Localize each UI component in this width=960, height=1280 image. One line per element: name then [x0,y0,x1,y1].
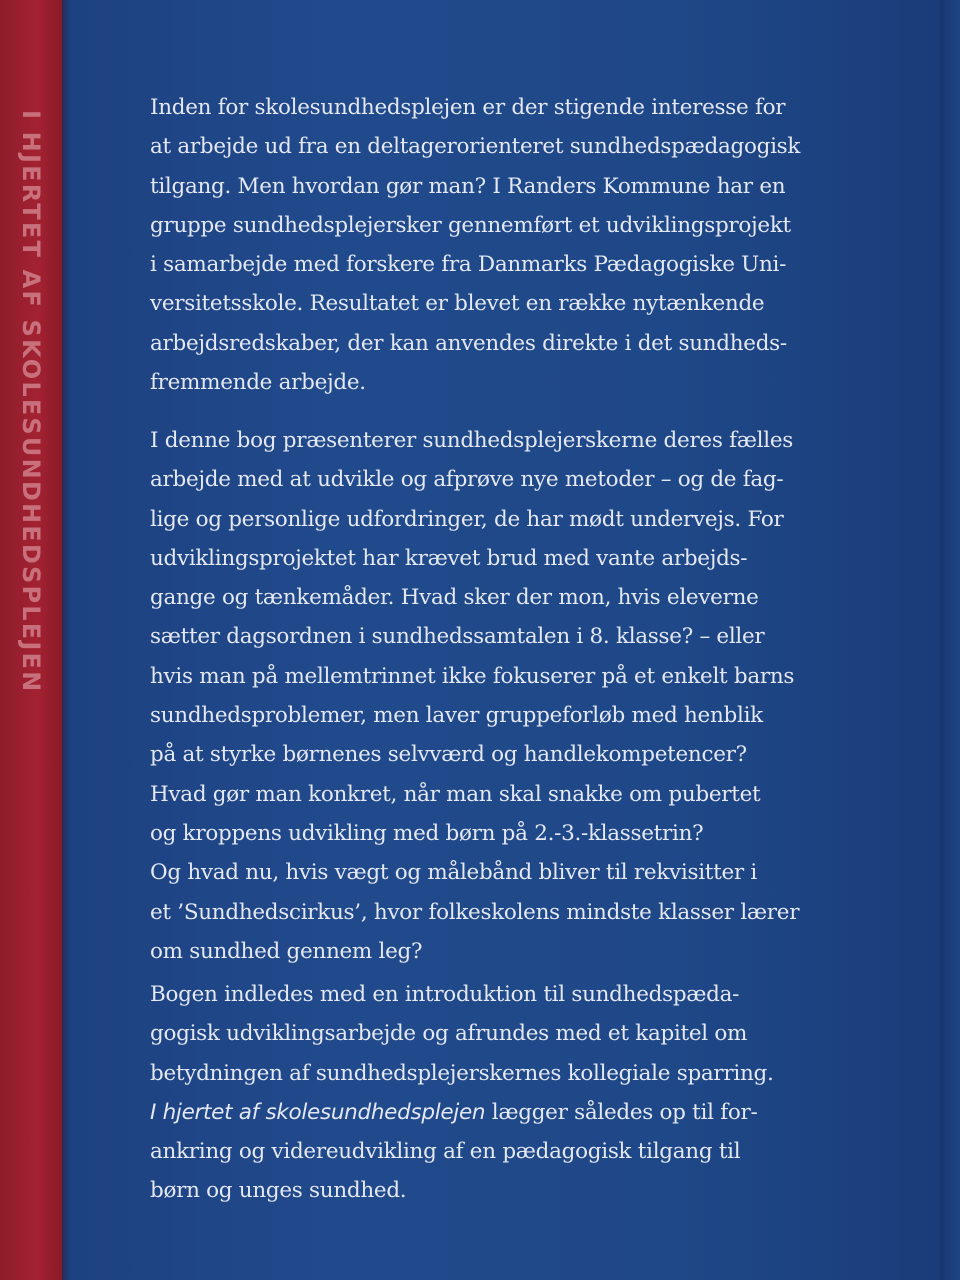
text-line: fremmende arbejde. [150,370,366,396]
text-line: gogisk udviklingsarbejde og afrundes med et kapitel om [150,1021,748,1047]
paragraph-conclusion [150,975,774,1211]
text-line: sætter dagsordnen i sundhedssamtalen i 8. klasse? – eller [150,624,765,650]
book-spine [0,0,62,1280]
text-line-rest: lægger således op til for- [485,1099,758,1125]
text-line: I denne bog præsenterer sundhedsplejerskerne deres fælles [150,428,793,453]
text-line: versitetsskole. Resultatet er blevet en række nytænkende [150,291,765,317]
text-line: på at styrke børnenes selvværd og handlekompetencer? [150,742,747,768]
text-line: Bogen indledes med en introduktion til sundhedspæda- [150,982,740,1007]
spine-title: I HJERTET AF SKOLESUNDHEDSPLEJEN [17,110,45,694]
text-line: Hvad gør man konkret, når man skal snakke om pubertet [150,781,761,807]
text-line [150,1093,774,1132]
text-line: og kroppens udvikling med børn på 2.-3.-klassetrin? [150,820,704,846]
text-line: arbejde med at udvikle og afprøve nye metoder – og de fag- [150,467,784,493]
text-line: i samarbejde med forskere fra Danmarks Pædagogiske Uni- [150,252,787,278]
text-line: hvis man på mellemtrinnet ikke fokuserer på et enkelt barns [150,663,795,689]
book-title-italic: I hjertet af skolesundhedsplejen [150,1099,486,1125]
text-line: gruppe sundhedsplejersker gennemført et udviklingsprojekt [150,212,791,238]
text-line: børn og unges sundhed. [150,1178,407,1204]
text-line: Inden for skolesundhedsplejen er der stigende interesse for [150,95,786,120]
text-line: udviklingsprojektet har krævet brud med vante arbejds- [150,545,748,571]
paragraph-intro [150,88,800,402]
text-line: sundhedsproblemer, men laver gruppeforløb med henblik [150,703,763,729]
text-line: lige og personlige udfordringer, de har mødt undervejs. For [150,506,784,532]
text-line: ankring og videreudvikling af en pædagogisk tilgang til [150,1139,741,1165]
text-line: et ’Sundhedscirkus’, hvor folkeskolens mindste klasser lærer [150,899,800,925]
text-line: at arbejde ud fra en deltagerorienteret sundhedspædagogisk [150,134,801,160]
spine-edge [62,0,70,1280]
paragraph-content [150,421,799,971]
text-line: arbejdsredskaber, der kan anvendes direkte i det sundheds- [150,330,787,356]
text-line: Og hvad nu, hvis vægt og målebånd bliver til rekvisitter i [150,860,757,886]
text-line: betydningen af sundhedsplejerskernes kollegiale sparring. [150,1060,774,1086]
cover-right-edge [940,0,960,1280]
text-line: gange og tænkemåder. Hvad sker der mon, hvis eleverne [150,585,759,611]
text-line: om sundhed gennem leg? [150,938,423,964]
text-line: tilgang. Men hvordan gør man? I Randers Kommune har en [150,173,786,199]
